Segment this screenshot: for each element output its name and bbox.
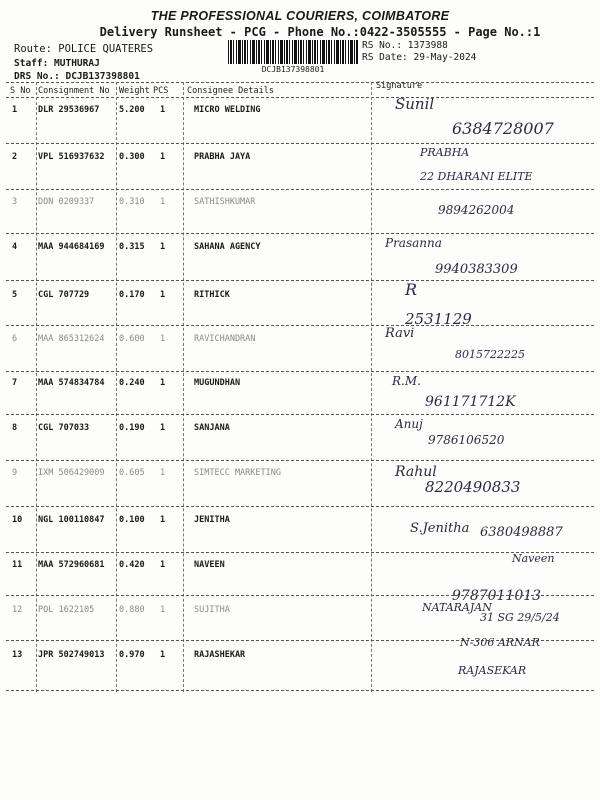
row-pcs: 1 [160, 560, 166, 570]
signature-note: 6384728007 [452, 119, 554, 138]
row-sno: 10 [12, 515, 23, 525]
signature-name: Naveen [512, 552, 555, 565]
row-sno: 11 [12, 560, 23, 570]
signature-name: Sunil [395, 95, 435, 113]
row-sno: 1 [12, 105, 18, 115]
signature-note: 31 SG 29/5/24 [480, 611, 560, 624]
row-consignee: MUGUNDHAN [194, 378, 241, 388]
row-consignment-no: DLR 29536967 [38, 105, 100, 115]
row-sno: 7 [12, 378, 18, 388]
row-consignee: SUJITHA [194, 605, 230, 615]
signature-note: 8220490833 [425, 478, 521, 496]
row-weight: 0.420 [119, 560, 145, 570]
col-signature-header: Signature [376, 81, 423, 91]
row-consignee: SIMTECC MARKETING [194, 468, 281, 478]
signature-note: 8015722225 [455, 348, 525, 361]
row-pcs: 1 [160, 605, 166, 615]
col-pcs-header: PCS [153, 86, 169, 96]
row-pcs: 1 [160, 290, 166, 300]
row-pcs: 1 [160, 242, 166, 252]
signature-name: NATARAJAN [422, 601, 492, 614]
row-consignee: NAVEEN [194, 560, 225, 570]
row-sno: 9 [12, 468, 18, 478]
runsheet-title: Delivery Runsheet - PCG - Phone No.:0422-3505555 - Page No.:1 [99, 25, 541, 39]
col-details-header: Consignee Details [187, 86, 274, 96]
row-weight: 0.970 [119, 650, 145, 660]
row-pcs: 1 [160, 515, 166, 525]
header-bottom-rule [6, 97, 594, 98]
row-separator [6, 325, 594, 326]
row-consignment-no: MAA 944684169 [38, 242, 105, 252]
row-consignment-no: DON 0209337 [38, 197, 95, 207]
row-consignment-no: NGL 100110847 [38, 515, 105, 525]
row-pcs: 1 [160, 423, 166, 433]
row-sno: 13 [12, 650, 23, 660]
signature-note: 9940383309 [435, 262, 518, 277]
signature-name: Prasanna [385, 236, 442, 250]
row-consignee: PRABHA JAYA [194, 152, 251, 162]
row-consignee: RAVICHANDRAN [194, 334, 256, 344]
signature-name: R [405, 280, 418, 299]
company-name: THE PROFESSIONAL COURIERS, COIMBATORE [150, 9, 450, 23]
row-weight: 0.315 [119, 242, 145, 252]
signature-name: Rahul [395, 464, 437, 480]
row-weight: 0.310 [119, 197, 145, 207]
row-separator [6, 280, 594, 281]
barcode [228, 40, 358, 64]
row-consignment-no: MAA 572960681 [38, 560, 105, 570]
table-row [0, 636, 600, 720]
row-separator [6, 414, 594, 415]
row-sno: 4 [12, 242, 18, 252]
row-separator [6, 143, 594, 144]
signature-name: Anuj [395, 417, 423, 431]
row-pcs: 1 [160, 468, 166, 478]
col-consignment-header: Consignment No [38, 86, 110, 96]
signature-name: Ravi [385, 326, 415, 341]
route-label: Route: POLICE QUATERES [14, 43, 154, 55]
row-weight: 0.600 [119, 334, 145, 344]
row-pcs: 1 [160, 650, 166, 660]
row-consignee: MICRO WELDING [194, 105, 261, 115]
row-sno: 8 [12, 423, 18, 433]
row-consignment-no: CGL 707033 [38, 423, 90, 433]
row-consignment-no: VPL 516937632 [38, 152, 105, 162]
row-weight: 0.240 [119, 378, 145, 388]
rs-number: RS No.: 1373988 [362, 40, 448, 51]
barcode-text: DCJB137398801 [261, 65, 325, 74]
row-pcs: 1 [160, 378, 166, 388]
signature-note: RAJASEKAR [458, 664, 527, 677]
signature-name: N-306 ARNAR [460, 636, 540, 649]
signature-note: 9787011013 [452, 588, 542, 604]
signature-name: S.Jenitha [410, 521, 470, 536]
row-weight: 0.100 [119, 515, 145, 525]
row-sno: 5 [12, 290, 18, 300]
row-consignment-no: MAA 574834784 [38, 378, 105, 388]
row-pcs: 1 [160, 334, 166, 344]
col-sno-header: S No [10, 86, 31, 96]
signature-note: 9786106520 [428, 433, 505, 447]
row-consignee: RAJASHEKAR [194, 650, 246, 660]
row-consignee: SANJANA [194, 423, 230, 433]
row-separator [6, 189, 594, 190]
row-weight: 0.880 [119, 605, 145, 615]
row-separator [6, 552, 594, 553]
row-weight: 0.190 [119, 423, 145, 433]
row-sno: 2 [12, 152, 18, 162]
row-consignee: SATHISHKUMAR [194, 197, 256, 207]
header-top-rule [6, 82, 594, 83]
signature-note: 6380498887 [480, 525, 563, 540]
rs-date: RS Date: 29-May-2024 [362, 52, 477, 63]
staff-label: Staff: MUTHURAJ [14, 58, 100, 69]
col-weight-header: Weight [119, 86, 150, 96]
drs-number: DRS No.: DCJB137398801 [14, 71, 140, 82]
signature-name: R.M. [392, 374, 421, 388]
row-consignment-no: MAA 865312624 [38, 334, 105, 344]
row-weight: 0.300 [119, 152, 145, 162]
row-weight: 0.170 [119, 290, 145, 300]
row-consignment-no: IXM 506429009 [38, 468, 105, 478]
row-separator [6, 233, 594, 234]
row-sno: 12 [12, 605, 23, 615]
row-pcs: 1 [160, 197, 166, 207]
row-separator [6, 371, 594, 372]
row-separator [6, 595, 594, 596]
row-consignee: SAHANA AGENCY [194, 242, 261, 252]
row-consignment-no: POL 1622105 [38, 605, 95, 615]
signature-note: 22 DHARANI ELITE [420, 170, 533, 183]
row-weight: 0.605 [119, 468, 145, 478]
row-consignee: RITHICK [194, 290, 230, 300]
row-sno: 3 [12, 197, 18, 207]
signature-name: PRABHA [420, 146, 470, 159]
row-weight: 5.200 [119, 105, 145, 115]
row-sno: 6 [12, 334, 18, 344]
row-consignment-no: CGL 707729 [38, 290, 90, 300]
row-separator [6, 460, 594, 461]
signature-note: 961171712K [425, 394, 516, 410]
signature-note: 2531129 [405, 310, 472, 328]
row-separator [6, 506, 594, 507]
row-consignment-no: JPR 502749013 [38, 650, 105, 660]
row-consignee: JENITHA [194, 515, 230, 525]
row-pcs: 1 [160, 152, 166, 162]
row-pcs: 1 [160, 105, 166, 115]
signature-note: 9894262004 [438, 203, 515, 217]
row-separator [6, 690, 594, 691]
